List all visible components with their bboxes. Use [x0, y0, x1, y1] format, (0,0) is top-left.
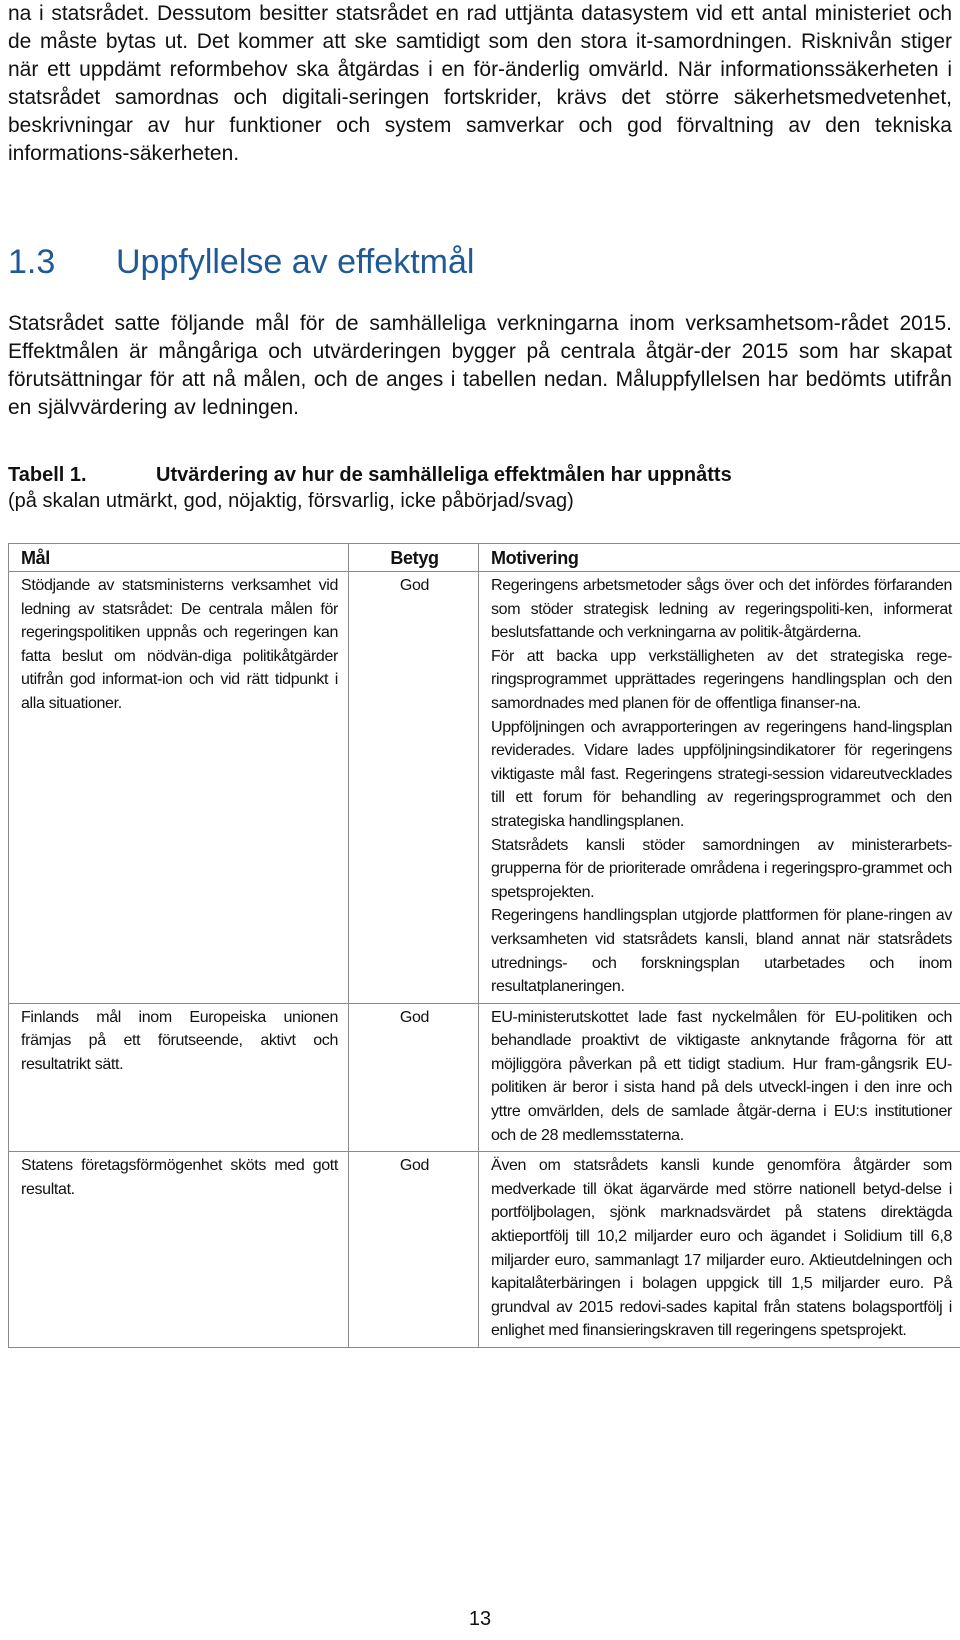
- cell-motivering: [479, 1152, 960, 1348]
- section-paragraph: Statsrådet satte följande mål för de samhälleliga verkningarna inom verksamhetsom-rådet 2015. Effektmålen är mångåriga och utvärderingen bygger på centrala åtgär-der 2015 som har skapat förutsättningar för att nå målen, och de anges i tabellen nedan. Måluppfyllelsen har bedömts utifrån en självvärdering av ledningen.: [8, 312, 952, 419]
- table-caption-title: Utvärdering av hur de samhälleliga effektmålen har uppnåtts: [156, 464, 732, 486]
- cell-betyg: God: [349, 572, 479, 1004]
- motivering-paragraph: Regeringens arbetsmetoder sågs över och det infördes förfaranden som stöder strategisk ledning av regeringspoliti-ken, informerat beslutsfattande och verkningarna av politik-åtgärderna.: [491, 577, 952, 642]
- section-heading: [8, 240, 952, 284]
- table-caption-subtitle: (på skalan utmärkt, god, nöjaktig, försvarlig, icke påbörjad/svag): [8, 490, 574, 512]
- table-header-row: [9, 544, 960, 572]
- evaluation-table: [8, 543, 960, 1348]
- cell-motivering: [479, 572, 960, 1004]
- cell-betyg: God: [349, 1152, 479, 1348]
- intro-paragraph: na i statsrådet. Dessutom besitter statsrådet en rad uttjänta datasystem vid ett antal ministeriet och de måste bytas ut. Det kommer att ske samtidigt som den stora it-samordningen. Risknivån stiger när ett uppdämt reformbehov ska åtgärdas i en för-änderlig omvärld. När informationssäkerheten i statsrådet samordnas och digitali-seringen fortskrider, krävs det större säkerhetsmedvetenhet, beskrivningar av hur funktioner och system samverkar och god förvaltning av den tekniska informations-säkerheten.: [8, 2, 952, 165]
- table-row: [9, 1003, 960, 1152]
- cell-betyg: God: [349, 1003, 479, 1152]
- header-motivering: Motivering: [479, 544, 960, 572]
- cell-motivering: [479, 1003, 960, 1152]
- header-betyg: Betyg: [349, 544, 479, 572]
- table-row: [9, 1152, 960, 1348]
- cell-mal: Statens företagsförmögenhet sköts med gott resultat.: [9, 1152, 349, 1348]
- motivering-paragraph: Uppföljningen och avrapporteringen av regeringens hand-lingsplan reviderades. Vidare lades uppföljningsindikatorer för regeringens viktigaste mål fast. Regeringens strategi-session vidareutvecklades till ett forum för behandling av regeringsprogrammet och den strategiska handlingsplanen.: [491, 718, 952, 830]
- document-page: [8, 0, 952, 1640]
- motivering-paragraph: EU-ministerutskottet lade fast nyckelmålen för EU-politiken och behandlade proaktivt de viktigaste anknytande frågorna för att möjliggöra påverkan på ett tidigt stadium. Hur fram-gångsrik EU-politiken är beror i sista hand på dels utveckl-ingen i den inre och yttre omvärlden, dels de samlade åtgär-derna i EU:s institutioner och de 28 medlemsstaterna.: [491, 1008, 952, 1144]
- table-caption: [8, 462, 952, 514]
- motivering-paragraph: Statsrådets kansli stöder samordningen av ministerarbets-grupperna för de prioriterade områdena i regeringspro-grammet och spetsprojekten.: [491, 836, 952, 901]
- section-title: Uppfyllelse av effektmål: [116, 242, 475, 281]
- motivering-paragraph: Regeringens handlingsplan utgjorde plattformen för plane-ringen av verksamheten vid statsrådets kansli, bland annat när statsrådets utrednings- och forskningsplan utarbetades och inom resultatplaneringen.: [491, 907, 952, 996]
- table-row: [9, 572, 960, 1004]
- header-mal: Mål: [9, 544, 349, 572]
- page-number: 13: [468, 1608, 492, 1630]
- cell-mal: Finlands mål inom Europeiska unionen främjas på ett förutseende, aktivt och resultatrikt sätt.: [9, 1003, 349, 1152]
- cell-mal: Stödjande av statsministerns verksamhet vid ledning av statsrådet: De centrala målen för regeringspolitiken uppnås och regeringen kan fatta beslut om nödvän-diga politikåtgärder utifrån god informat-ion och vid rätt tidpunkt i alla situationer.: [9, 572, 349, 1004]
- motivering-paragraph: För att backa upp verkställigheten av det strategiska rege-ringsprogrammet upprättades regeringens handlingsplan och den samordnades med planen för de offentliga finanser-na.: [491, 647, 952, 712]
- motivering-paragraph: Även om statsrådets kansli kunde genomföra åtgärder som medverkade till ökat ägarvärde med större nationell betyd-delse i portföljbolagen, sjönk marknadsvärdet på statens direktägda aktieportfölj till 10,2 miljarder euro och ägandet i Solidium till 6,8 miljarder euro, sammanlagt 17 miljarder euro. Aktieutdelningen och kapitalåterbäringen i bolagen uppgick till 1,5 miljarder euro. På grundval av 2015 redovi-sades kapital från statens bolagsportfölj i enlighet med finansieringskraven till regeringens spetsprojekt.: [491, 1157, 952, 1340]
- section-number: 1.3: [8, 242, 56, 281]
- table-caption-label: Tabell 1.: [8, 464, 87, 486]
